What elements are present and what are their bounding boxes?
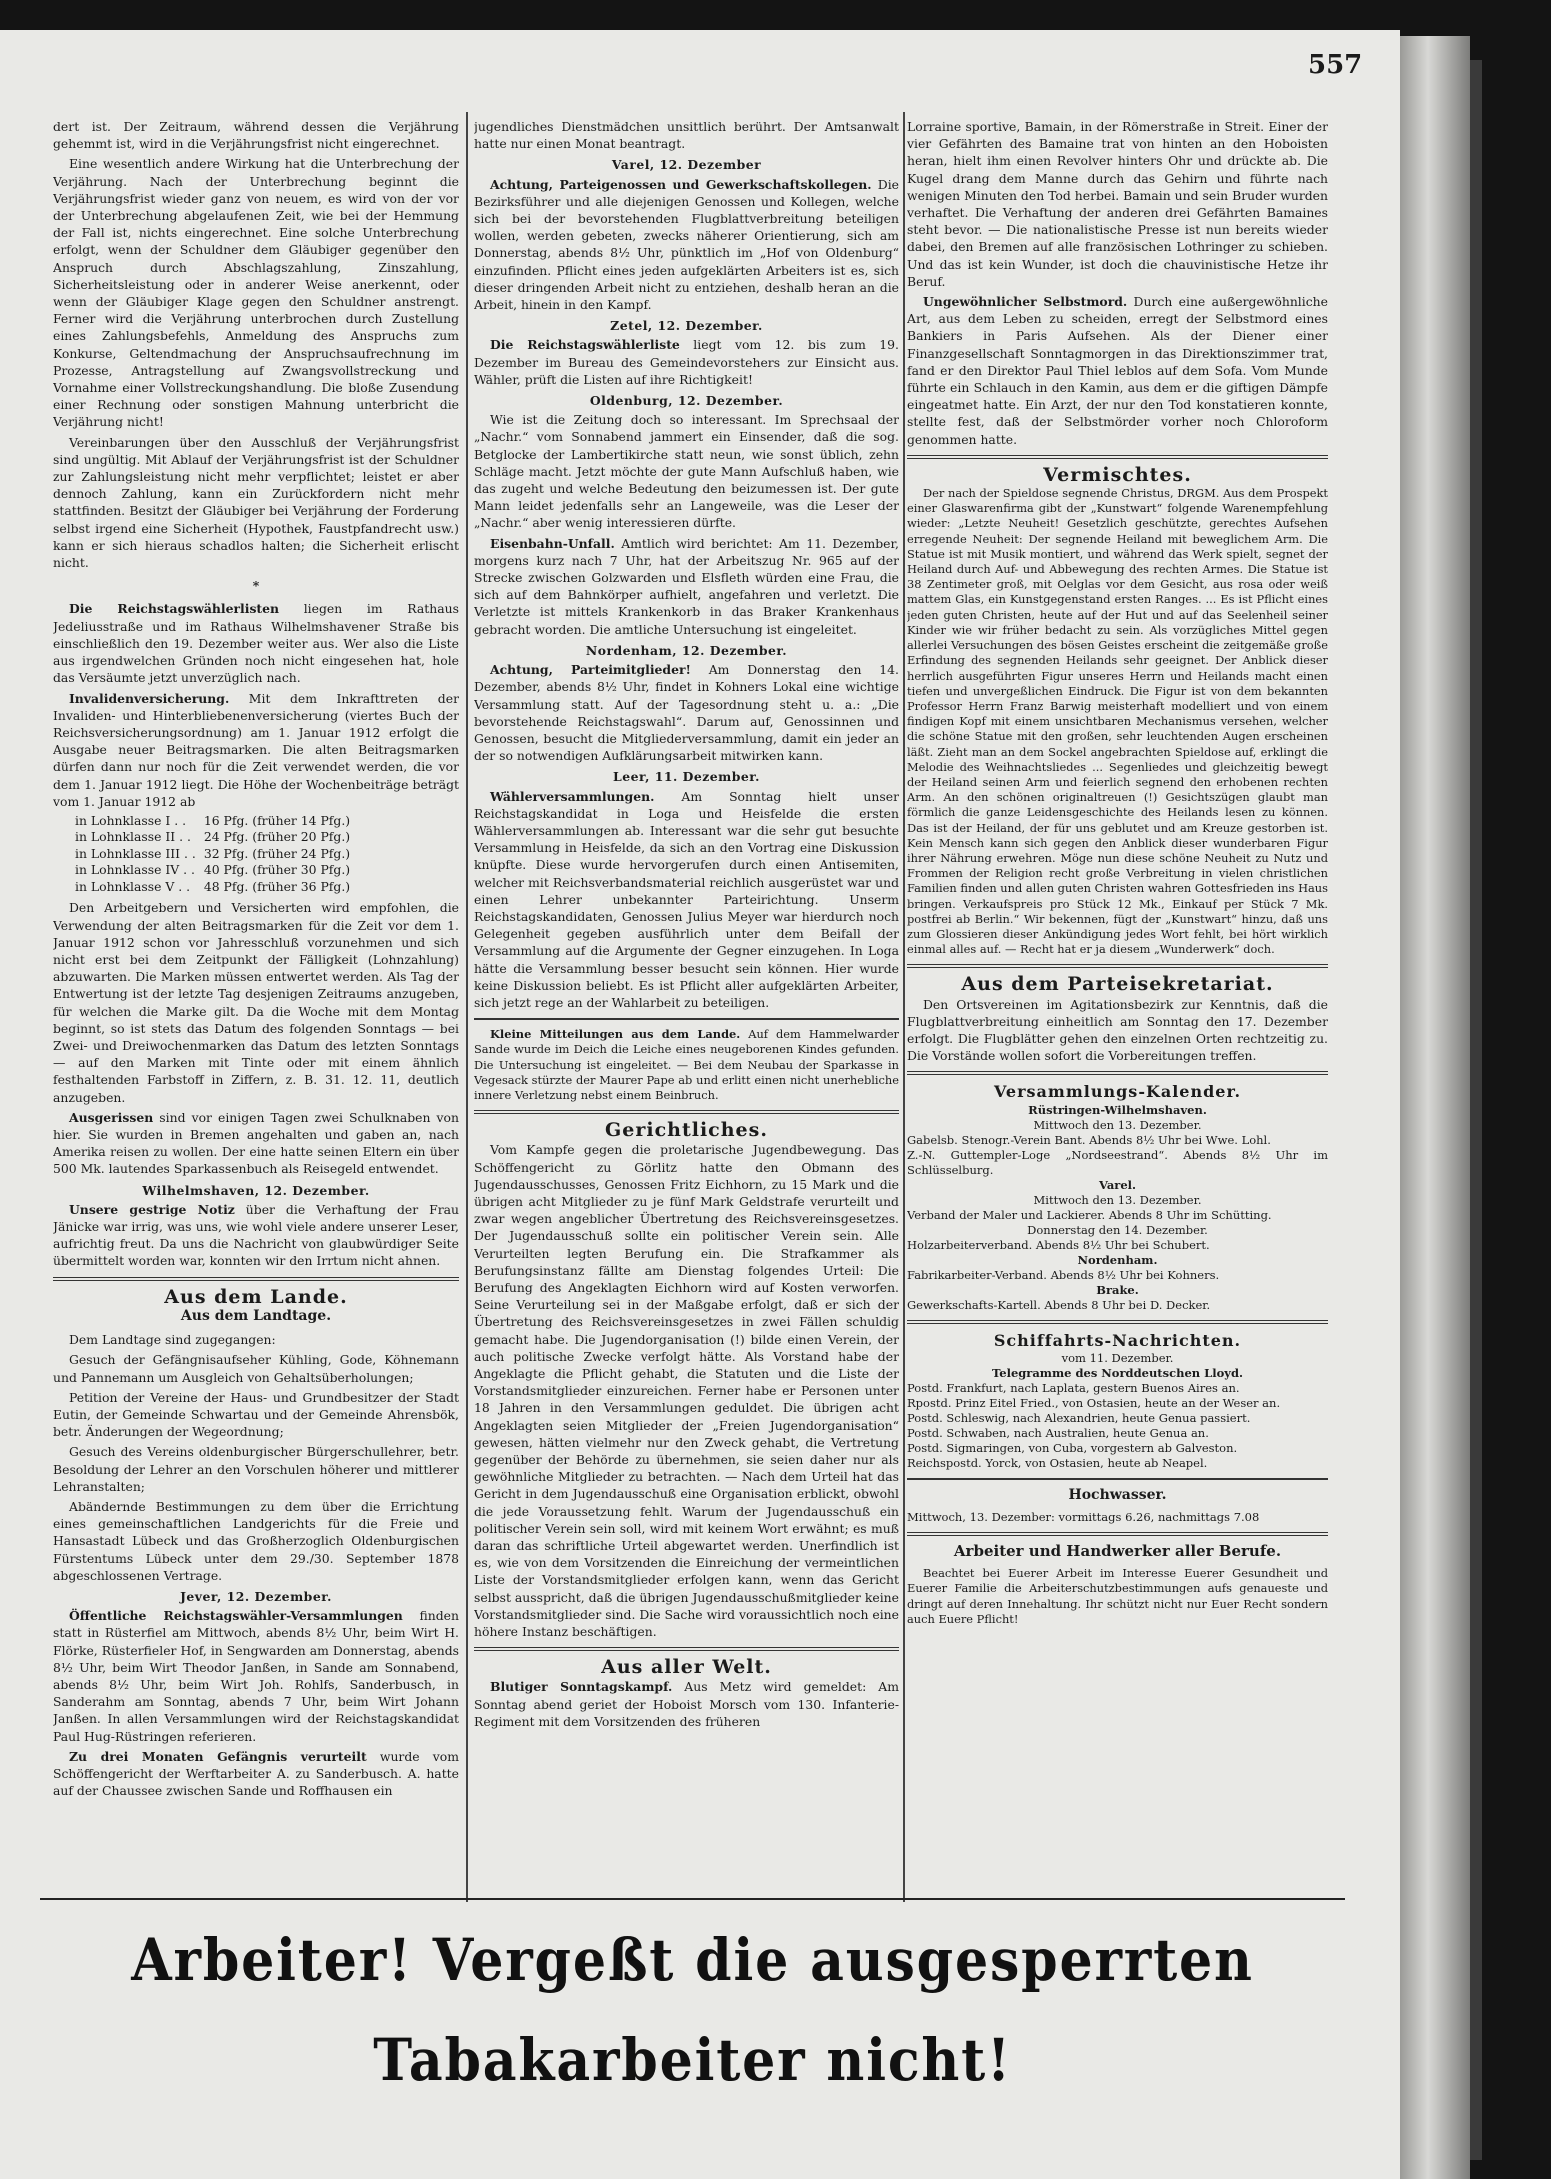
shipping-date: vom 11. Dezember. — [1061, 1350, 1174, 1365]
section-heading: Hochwasser. — [1068, 1486, 1167, 1503]
calendar-entry: Verband der Maler und Lackierer. Abends 8 Uhr im Schütting. — [907, 1207, 1272, 1222]
dateline: Nordenham, 12. Dezember. — [585, 642, 788, 658]
paragraph: Eisenbahn-Unfall. Amtlich wird berichtet: Am 11. Dezember, morgens kurz nach 7 Uhr, hat der Arbeitszug Nr. 965 auf der Strecke zwischen Golzwarden und Elsfleth würden eine Frau, die sich auf dem Bahnkörper aufhielt, angefahren und verletzt. Die Verletzte ist mittels Krankenkorb in das Braker Krankenhaus gebracht worden. Die amtliche Untersuchung ist eingeleitet. — [474, 535, 899, 637]
paragraph: Achtung, Parteigenossen und Gewerkschaftskollegen. Die Bezirksführer und alle diejenigen Genossen und Kollegen, welche sich bei der bevorstehenden Flugblattverbreitung beteiligen wollen, werden gebeten, zwecks näherer Orientierung, sich am Donnerstag, abends 8½ Uhr, pünktlich im „Hof von Oldenburg“ einzufinden. Pflicht eines jeden aufgeklärten Arbeiters ist es, sich dieser dringenden Arbeit nicht zu entziehen, deshalb heran an die Arbeit, hinein in den Kampf. — [474, 176, 899, 313]
shipping-news — [907, 1351, 1328, 1471]
paragraph: Wie ist die Zeitung doch so interessant. Im Sprechsaal der „Nachr.“ vom Sonnabend jammert ein Einsender, daß die sog. Betglocke der Lambertikirche statt neun, wie sonst üblich, zehn Schläge macht. Jetzt möchte der gute Mann Aufschluß haben, wie das zugeht und welche Bedeutung den beizumessen ist. Der gute Mann leidet jedenfalls sehr an Langeweile, was die Leser der „Nachr.“ aber wenig interessieren dürfte. — [474, 412, 899, 531]
run-in-heading: Ungewöhnlicher Selbstmord. — [923, 294, 1128, 310]
calendar-date: Mittwoch den 13. Dezember. — [1033, 1192, 1202, 1207]
paragraph: Dem Landtage sind zugegangen: — [69, 1332, 276, 1348]
calendar-entry: Z.-N. Guttempler-Loge „Nordseestrand“. Abends 8½ Uhr im Schlüsselburg. — [907, 1147, 1328, 1177]
table-row: in Lohnklasse V . . 48 Pfg. (früher 36 Pfg.) — [75, 878, 351, 894]
section-rule — [907, 1478, 1328, 1480]
paragraph: Den Arbeitgebern und Versicherten wird empfohlen, die Verwendung der alten Beitragsmarken für die Zeit vor dem 1. Januar 1912 schon vor Jahresschluß vorzunehmen und sich nicht erst bei dem Zeitpunkt der Fälligkeit (Lohnzahlung) abzuwarten. Die Marken müssen entwertet werden. Als Tag der Entwertung ist der letzte Tag desjenigen Zeitraums anzugeben, für welchen die Marke gilt. Da die Woche mit dem Montag beginnt, so ist stets das Datum des folgenden Sonntags — bei Zwei- und Dreiwochenmarken das Datum des letzten Sonntags — auf den Marken mit Tinte oder mit einem ähnlich festhaltenden Farbstoff in Ziffern, z. B. 31. 12. 11, deutlich anzugeben. — [53, 900, 459, 1105]
shipping-line: Rpostd. Prinz Eitel Fried., von Ostasien, heute an der Weser an. — [907, 1395, 1281, 1410]
paragraph: Beachtet bei Euerer Arbeit im Interesse Euerer Gesundheit und Euerer Familie die Arbeiterschutzbestimmungen aufs genaueste und dringt auf deren Innehaltung. Ihr schützt nicht nur Euer Recht sondern auch Euere Pflicht! — [907, 1566, 1328, 1626]
calendar-place: Brake. — [1096, 1282, 1139, 1297]
section-rule — [474, 1018, 899, 1020]
dateline: Jever, 12. Dezember. — [180, 1588, 332, 1604]
paragraph: Vom Kampfe gegen die proletarische Jugendbewegung. Das Schöffengericht zu Görlitz hatte den Obmann des Jugendausschusses, Genossen Fritz Eichhorn, zu 15 Mark und die übrigen acht Mitglieder zu je fünf Mark Geldstrafe verurteilt und zwar wegen angeblicher Übertretung des Reichsvereinsgesetzes. Der Jugendausschuß sollte ein politischer Verein sein. Alle Verurteilten legten Berufung ein. Die Strafkammer als Berufungsinstanz fällte am Dienstag folgendes Urteil: Die Berufung des Angeklagten Eichhorn wird auf Kosten verworfen. Seine Verurteilung sei in der Maßgabe erfolgt, daß er sich der Übertretung des Reichsvereinsgesetzes in zwei Fällen schuldig gemacht habe. Die Jugendorganisation (!) bilde einen Verein, der auch politische Zwecke verfolgt hätte. Als Vorstand habe der Angeklagte die Pflicht gehabt, die Statuten und die Liste der Vorstandsmitglieder einzureichen. Ferner habe er Personen unter 18 Jahren in den Versammlungen geduldet. Die übrigen acht Angeklagten seien Mitglieder der „Freien Jugendorganisation“ gewesen, hätten vielmehr nur den Zweck gehabt, die Vertretung gegenüber der Behörde zu übernehmen, sie seien daher nur als gewöhnliche Mitglieder zu betrachten. — Nach dem Urteil hat das Gericht in dem Jugendausschuß eine Organisation erblickt, obwohl die jede Voraussetzung fehlt. Warum der Jugendausschuß ein politischer Verein sein soll, wird mit keinem Wort erwähnt; es muß daran das schriftliche Urteil abgewartet werden. Unerfindlich ist es, wie von dem Vorsitzenden die Einreichung der vermeintlichen Liste der Vorstandsmitglieder erfolgen kann, wenn das Gericht selbst ausspricht, daß die übrigen Jugendausschußmitglieder keine Vorstandsmitglieder sind. Die Sache wird voraussichtlich noch eine höhere Instanz beschäftigen. — [474, 1142, 899, 1640]
section-rule — [474, 1647, 899, 1651]
table-row: in Lohnklasse II . . 24 Pfg. (früher 20 Pfg.) — [75, 829, 351, 845]
dateline: Leer, 11. Dezember. — [612, 769, 760, 785]
section-heading: Aus dem Parteisekretariat. — [961, 973, 1274, 996]
shipping-line: Postd. Schwaben, nach Australien, heute Genua an. — [907, 1425, 1209, 1440]
section-heading: Aus aller Welt. — [601, 1656, 772, 1679]
paragraph: Lorraine sportive, Bamain, in der Römerstraße in Streit. Einer der vier Gefährten des Bamaine trat von hinten an den Hoboisten heran, hielt ihm einen Revolver hinters Ohr und drückte ab. Die Kugel drang dem Manne durch das Gehirn und führte nach wenigen Minuten den Tod herbei. Bamain und sein Bruder wurden verhaftet. Die Verhaftung der anderen drei Gefährten Bamaines steht bevor. — Die nationalistische Presse ist nun bereits wieder dabei, den Bremen auf alle französischen Lothringer zu schieben. Und das ist kein Wunder, ist doch die chauvinistische Hetze ihr Beruf. — [907, 119, 1328, 289]
paragraph: Der nach der Spieldose segnende Christus, DRGM. Aus dem Prospekt einer Glaswarenfirma gibt der „Kunstwart“ folgende Warenempfehlung wieder: „Letzte Neuheit! Gesetzlich geschützte, gerechtes Aufsehen erregende Neuheit: Der segnende Heiland mit beweglichem Arm. Die Statue ist mit Musik montiert, und während das Werk spielt, segnet der Heiland durch Auf- und Abbewegung des rechten Armes. Die Statue ist 38 Zentimeter groß, mit Oelglas vor dem Gesicht, aus rosa oder weiß mattem Glas, ein Kunstgegenstand ersten Ranges. ... Es ist Pflicht eines jeden guten Christen, heute auf der Hut und auf das Seelenheil seiner Kinder wie wir früher bedacht zu sein. Als vorzügliches Mittel gegen allerlei Versuchungen des bösen Geistes erscheint die zeitgemäße große Erfindung des segnenden Heilands sehr geeignet. Der Anblick dieser herrlich ausgeführten Figur unseres Herrn und Heilands macht einen tiefen und unvergeßlichen Eindruck. Die Figur ist von dem bekannten Professor Herrn Franz Barwig meisterhaft modelliert und von einem findigen Kopf mit einem unsichtbaren Mechanismus versehen, welcher die schöne Statue mit den großen, sehr leuchtenden Augen erscheinen läßt. Zieht man an dem Sockel angebrachten Spieldose auf, erklingt die Melodie des Weihnachtsliedes ... Segenliedes und gleichzeitig bewegt der Heiland seinen Arm und feierlich segnend den erhobenen rechten Arm. An den schönen originaltreuen (!) Gesichtszügen glaubt man förmlich die ganze Leidensgeschichte des Heilands lesen zu können. Das ist der Heiland, der für uns geblutet und am Kreuze gestorben ist. Kein Mensch kann sich gegen den Anblick dieser wunderbaren Figur ihrer Nährung erwehren. Möge nun diese schöne Neuheit zu Nutz und Frommen der Religion recht große Verbreitung in vielen christlichen Familien finden und allen guten Christen wahren Gottesfrieden ins Haus bringen. Verkaufspreis pro Stück 12 Mk., Einkauf per Stück 7 Mk. postfrei ab Berlin.“ Wir bekennen, fügt der „Kunstwart“ hinzu, daß uns zum Glossieren dieser Ankündigung jedes Wort fehlt, bei hört wirklich einmal alles auf. — Recht hat er ja diesem „Wunderwerk“ doch. — [907, 486, 1328, 957]
dateline: Varel, 12. Dezember — [611, 157, 762, 173]
tide-times: Mittwoch, 13. Dezember: vormittags 6.26, nachmittags 7.08 — [907, 1509, 1260, 1524]
contribution-table — [75, 813, 358, 896]
shipping-line: Postd. Schleswig, nach Alexandrien, heute Genua passiert. — [907, 1410, 1251, 1425]
run-in-heading: Blutiger Sonntagskampf. — [490, 1679, 673, 1695]
section-star: * — [252, 578, 260, 594]
paragraph: Öffentliche Reichstagswähler-Versammlungen finden statt in Rüsterfiel am Mittwoch, abends 8½ Uhr, beim Wirt H. Flörke, Rüsterfieler Hof, in Sengwarden am Donnerstag, abends 8½ Uhr, beim Wirt Theodor Janßen, in Sande am Sonnabend, abends 8½ Uhr, beim Wirt Joh. Rohlfs, Sanderbusch, in Sanderahm am Sonntag, abends 7 Uhr, beim Wirt Johann Janßen. In allen Versammlungen wird der Reichstagskandidat Paul Hug-Rüstringen referieren. — [53, 1608, 459, 1744]
paragraph: Die Reichstagswählerlisten liegen im Rathaus Jedeliusstraße und im Rathaus Wilhelmshavener Straße bis einschließlich den 19. Dezember weiter aus. Wer also die Liste aus irgendwelchen Gründen noch nicht eingesehen hat, hole das Versäumte jetzt unverzüglich nach. — [53, 601, 459, 686]
paragraph: Den Ortsvereinen im Agitationsbezirk zur Kenntnis, daß die Flugblattverbreitung einheitlich am Sonntag den 17. Dezember erfolgt. Die Flugblätter gehen den einzelnen Orten rechtzeitig zu. Die Vorstände wollen sofort die Vorbereitungen treffen. — [907, 996, 1328, 1064]
page-number: 557 — [1308, 50, 1363, 80]
shipping-subheading: Telegramme des Norddeutschen Lloyd. — [992, 1365, 1243, 1380]
paragraph: Gesuch der Gefängnisaufseher Kühling, Gode, Köhnemann und Pannemann um Ausgleich von Gehaltsüberholungen; — [53, 1352, 459, 1385]
dateline: Zetel, 12. Dezember. — [610, 318, 763, 334]
paragraph: Invalidenversicherung. Mit dem Inkrafttreten der Invaliden- und Hinterbliebenenversicherung (viertes Buch der Reichsversicherungsordnung) am 1. Januar 1912 erfolgt die Ausgabe neuer Beitragsmarken. Die alten Beitragsmarken dürfen dann nur noch für die Zeit verwendet werden, die vor dem 1. Januar 1912 liegt. Die Höhe der Wochenbeiträge beträgt vom 1. Januar 1912 ab — [53, 690, 459, 809]
shipping-line: Postd. Sigmaringen, von Cuba, vorgestern ab Galveston. — [907, 1440, 1238, 1455]
shipping-line: Postd. Frankfurt, nach Laplata, gestern Buenos Aires an. — [907, 1380, 1240, 1395]
dateline: Oldenburg, 12. Dezember. — [589, 393, 784, 409]
section-heading: Aus dem Lande. — [164, 1285, 348, 1308]
table-row: in Lohnklasse I . . 16 Pfg. (früher 14 Pfg.) — [75, 812, 351, 828]
paragraph: Vereinbarungen über den Ausschluß der Verjährungsfrist sind ungültig. Mit Ablauf der Verjährungsfrist ist der Schuldner zur Zahlungsleistung nicht mehr verpflichtet; leistet er aber dennoch Zahlung, kann ein Zurückfordern nicht mehr stattfinden. Besitzt der Gläubiger bei Verjährung der Forderung selbst irgend eine Sicherheit (Hypothek, Faustpfandrecht usw.) kann er sich hieraus schadlos halten; die Sicherheit erlischt nicht. — [53, 434, 459, 571]
run-in-heading: Invalidenversicherung. — [69, 690, 230, 706]
banner-rule — [40, 1898, 1345, 1900]
column-rule-1 — [466, 112, 468, 1902]
run-in-heading: Die Reichstagswählerlisten — [69, 601, 280, 617]
section-rule — [53, 1277, 459, 1281]
run-in-heading: Die Reichstagswählerliste — [490, 337, 680, 353]
table-row: in Lohnklasse III . . 32 Pfg. (früher 24 Pfg.) — [75, 845, 351, 861]
section-heading: Gerichtliches. — [605, 1119, 768, 1142]
paragraph: Eine wesentlich andere Wirkung hat die Unterbrechung der Verjährung. Nach der Unterbrechung beginnt die Verjährungsfrist wieder ganz von neuem, es wird von der vor der Unterbrechung abgelaufenen Zeit, wie bei der Hemmung der Fall ist, nichts eingerechnet. Eine solche Unterbrechung erfolgt, wenn der Schuldner dem Gläubiger gegenüber den Anspruch durch Abschlagszahlung, Zinszahlung, Sicherheitsleistung oder in anderer Weise anerkennt, oder wenn der Gläubiger Klage gegen den Schuldner anstrengt. Ferner wird die Verjährung unterbrochen durch Zustellung eines Zahlungsbefehls, Anmeldung des Anspruchs zum Konkurse, Geltendmachung der Anspruchsaufrechnung im Prozesse, Antragstellung auf Zwangsvollstreckung und Vornahme einer Vollstreckungshandlung. Die bloße Zusendung einer Rechnung oder sonstigen Mahnung unterbricht die Verjährung nicht! — [53, 156, 459, 430]
binding-edge — [1470, 60, 1482, 2160]
run-in-heading: Wählerversammlungen. — [490, 788, 655, 804]
paragraph: Abändernde Bestimmungen zu dem über die Errichtung eines gemeinschaftlichen Landgerichts für die Freie und Hansastadt Lübeck und das Großherzoglich Oldenburgischen Fürstentums Lübeck unter dem 29./30. September 1878 abgeschlossenen Vertrage. — [53, 1498, 459, 1583]
banner-headline: Arbeiter! Vergeßt die ausgesperrten Tabakarbeiter nicht! — [131, 1926, 1254, 2094]
run-in-heading: Ausgerissen — [69, 1109, 154, 1125]
shipping-line: Reichspostd. Yorck, von Ostasien, heute ab Neapel. — [907, 1455, 1208, 1470]
column-rule-2 — [903, 112, 905, 1902]
book-binding — [1400, 36, 1470, 2179]
calendar-date: Mittwoch den 13. Dezember. — [1033, 1117, 1202, 1132]
paragraph: Petition der Vereine der Haus- und Grundbesitzer der Stadt Eutin, der Gemeinde Schwartau und der Gemeinde Ahrensbök, betr. Änderungen der Wegeordnung; — [53, 1389, 459, 1440]
calendar-place: Nordenham. — [1077, 1252, 1158, 1267]
run-in-heading: Öffentliche Reichstagswähler-Versammlungen — [69, 1608, 403, 1624]
paragraph: Blutiger Sonntagskampf. Aus Metz wird gemeldet: Am Sonntag abend geriet der Hoboist Morsch vom 130. Infanterie-Regiment mit dem Vorsitzenden des früheren — [474, 1679, 899, 1729]
section-rule — [907, 1071, 1328, 1075]
section-rule — [907, 964, 1328, 968]
paragraph: Wählerversammlungen. Am Sonntag hielt unser Reichstagskandidat in Loga und Heisfelde die ersten Wählerversammlungen ab. Interessant war die sehr gut besuchte Versammlung in Heisfelde, da sich an den Vortrag eine Diskussion knüpfte. Diese wurde hervorgerufen durch einen Antisemiten, welcher mit Reichsverbandsmaterial reichlich ausgerüstet war und einen Lehrer unbekannter Parteirichtung. Unserm Reichstagskandidaten, Genossen Julius Meyer war hierdurch noch Gelegenheit gegeben ausführlich unter dem Beifall der Versammlung auf die Argumente der Gegner einzugehen. In Loga hätte die Versammlung besser besucht sein können. Hier wurde keine Diskussion beliebt. Es ist Pflicht aller aufgeklärten Arbeiter, sich jetzt rege an der Wahlarbeit zu beteiligen. — [474, 788, 899, 1010]
section-heading: Schiffahrts-Nachrichten. — [993, 1330, 1242, 1350]
calendar-place: Varel. — [1098, 1177, 1137, 1192]
paragraph: jugendliches Dienstmädchen unsittlich berührt. Der Amtsanwalt hatte nur einen Monat beantragt. — [474, 119, 899, 152]
column-1 — [53, 118, 459, 1898]
run-in-heading: Achtung, Parteimitglieder! — [490, 662, 691, 678]
section-rule — [907, 1532, 1328, 1536]
section-rule — [474, 1110, 899, 1114]
paragraph: Kleine Mitteilungen aus dem Lande. Auf dem Hammelwarder Sande wurde im Deich die Leiche eines neugeborenen Kindes gefunden. Die Untersuchung ist eingeleitet. — Bei dem Neubau der Sparkasse in Vegesack stürzte der Maurer Pape ab und erlitt einen nicht unerhebliche innere Verletzung nebst einem Beinbruch. — [474, 1027, 899, 1102]
calendar-place: Rüstringen-Wilhelmshaven. — [1028, 1102, 1207, 1117]
sub-heading: Aus dem Landtage. — [180, 1307, 332, 1324]
section-heading: Arbeiter und Handwerker aller Berufe. — [953, 1541, 1282, 1560]
table-row: in Lohnklasse IV . . 40 Pfg. (früher 30 Pfg.) — [75, 862, 351, 878]
column-2 — [474, 118, 899, 1898]
run-in-heading: Unsere gestrige Notiz — [69, 1201, 235, 1217]
paragraph: Unsere gestrige Notiz über die Verhaftung der Frau Jänicke war irrig, was uns, wie wohl viele andere unserer Leser, aufrichtig freut. Da uns die Nachricht von glaubwürdiger Seite übermittelt worden war, konnten wir den Irrtum nicht ahnen. — [53, 1201, 459, 1269]
paragraph: Ausgerissen sind vor einigen Tagen zwei Schulknaben von hier. Sie wurden in Bremen angehalten und gaben an, nach Amerika reisen zu wollen. Der eine hatte seinen Eltern ein über 500 Mk. lautendes Sparkassenbuch als Reisegeld entwendet. — [53, 1109, 459, 1177]
calendar-date: Donnerstag den 14. Dezember. — [1027, 1222, 1208, 1237]
paragraph: Gesuch des Vereins oldenburgischer Bürgerschullehrer, betr. Besoldung der Lehrer an den Vorschulen höherer und mittlerer Lehranstalten; — [53, 1444, 459, 1494]
paragraph: dert ist. Der Zeitraum, während dessen die Verjährung gehemmt ist, wird in die Verjährungsfrist nicht eingerechnet. — [53, 119, 459, 152]
section-rule — [907, 455, 1328, 459]
meeting-calendar — [907, 1103, 1328, 1313]
calendar-entry: Holzarbeiterverband. Abends 8½ Uhr bei Schubert. — [907, 1237, 1210, 1252]
run-in-heading: Eisenbahn-Unfall. — [490, 535, 615, 551]
section-heading: Vermischtes. — [1043, 463, 1192, 486]
paragraph: Achtung, Parteimitglieder! Am Donnerstag den 14. Dezember, abends 8½ Uhr, findet in Kohners Lokal eine wichtige Versammlung statt. Auf der Tagesordnung steht u. a.: „Die bevorstehende Reichstagswahl“. Darum auf, Genossinnen und Genossen, besucht die Mitgliederversammlung, damit ein jeder an der so notwendigen Aufklärungsarbeit mitwirken kann. — [474, 662, 899, 764]
run-in-heading: Kleine Mitteilungen aus dem Lande. — [490, 1027, 741, 1042]
paragraph: Ungewöhnlicher Selbstmord. Durch eine außergewöhnliche Art, aus dem Leben zu scheiden, erregt der Selbstmord eines Bankiers in Paris Aufsehen. Als der Diener einer Finanzgesellschaft Sonntagmorgen in das Direktionszimmer trat, fand er den Direktor Paul Thiel leblos auf dem Sofa. Vom Munde führte ein Schlauch in den Kamin, aus dem er die giftigen Dämpfe eingeatmet hatte. Ein Arzt, der nur den Tod konstatieren konnte, stellte fest, daß der Selbstmörder vorher noch Chloroform genommen hatte. — [907, 294, 1328, 447]
run-in-heading: Zu drei Monaten Gefängnis verurteilt — [69, 1748, 367, 1764]
calendar-entry: Gabelsb. Stenogr.-Verein Bant. Abends 8½ Uhr bei Wwe. Lohl. — [907, 1132, 1271, 1147]
dateline: Wilhelmshaven, 12. Dezember. — [142, 1182, 370, 1198]
section-heading: Versammlungs-Kalender. — [993, 1082, 1242, 1102]
calendar-entry: Fabrikarbeiter-Verband. Abends 8½ Uhr bei Kohners. — [907, 1267, 1220, 1282]
column-3 — [907, 118, 1328, 1898]
calendar-entry: Gewerkschafts-Kartell. Abends 8 Uhr bei D. Decker. — [907, 1297, 1211, 1312]
paragraph: Die Reichstagswählerliste liegt vom 12. bis zum 19. Dezember im Bureau des Gemeindevorstehers zur Einsicht aus. Wähler, prüft die Listen auf ihre Richtigkeit! — [474, 337, 899, 387]
run-in-heading: Achtung, Parteigenossen und Gewerkschaftskollegen. — [490, 176, 872, 192]
paragraph: Zu drei Monaten Gefängnis verurteilt wurde vom Schöffengericht der Werftarbeiter A. zu Sanderbusch. A. hatte auf der Chaussee zwischen Sande und Roffhausen ein — [53, 1748, 459, 1799]
section-rule — [907, 1320, 1328, 1324]
